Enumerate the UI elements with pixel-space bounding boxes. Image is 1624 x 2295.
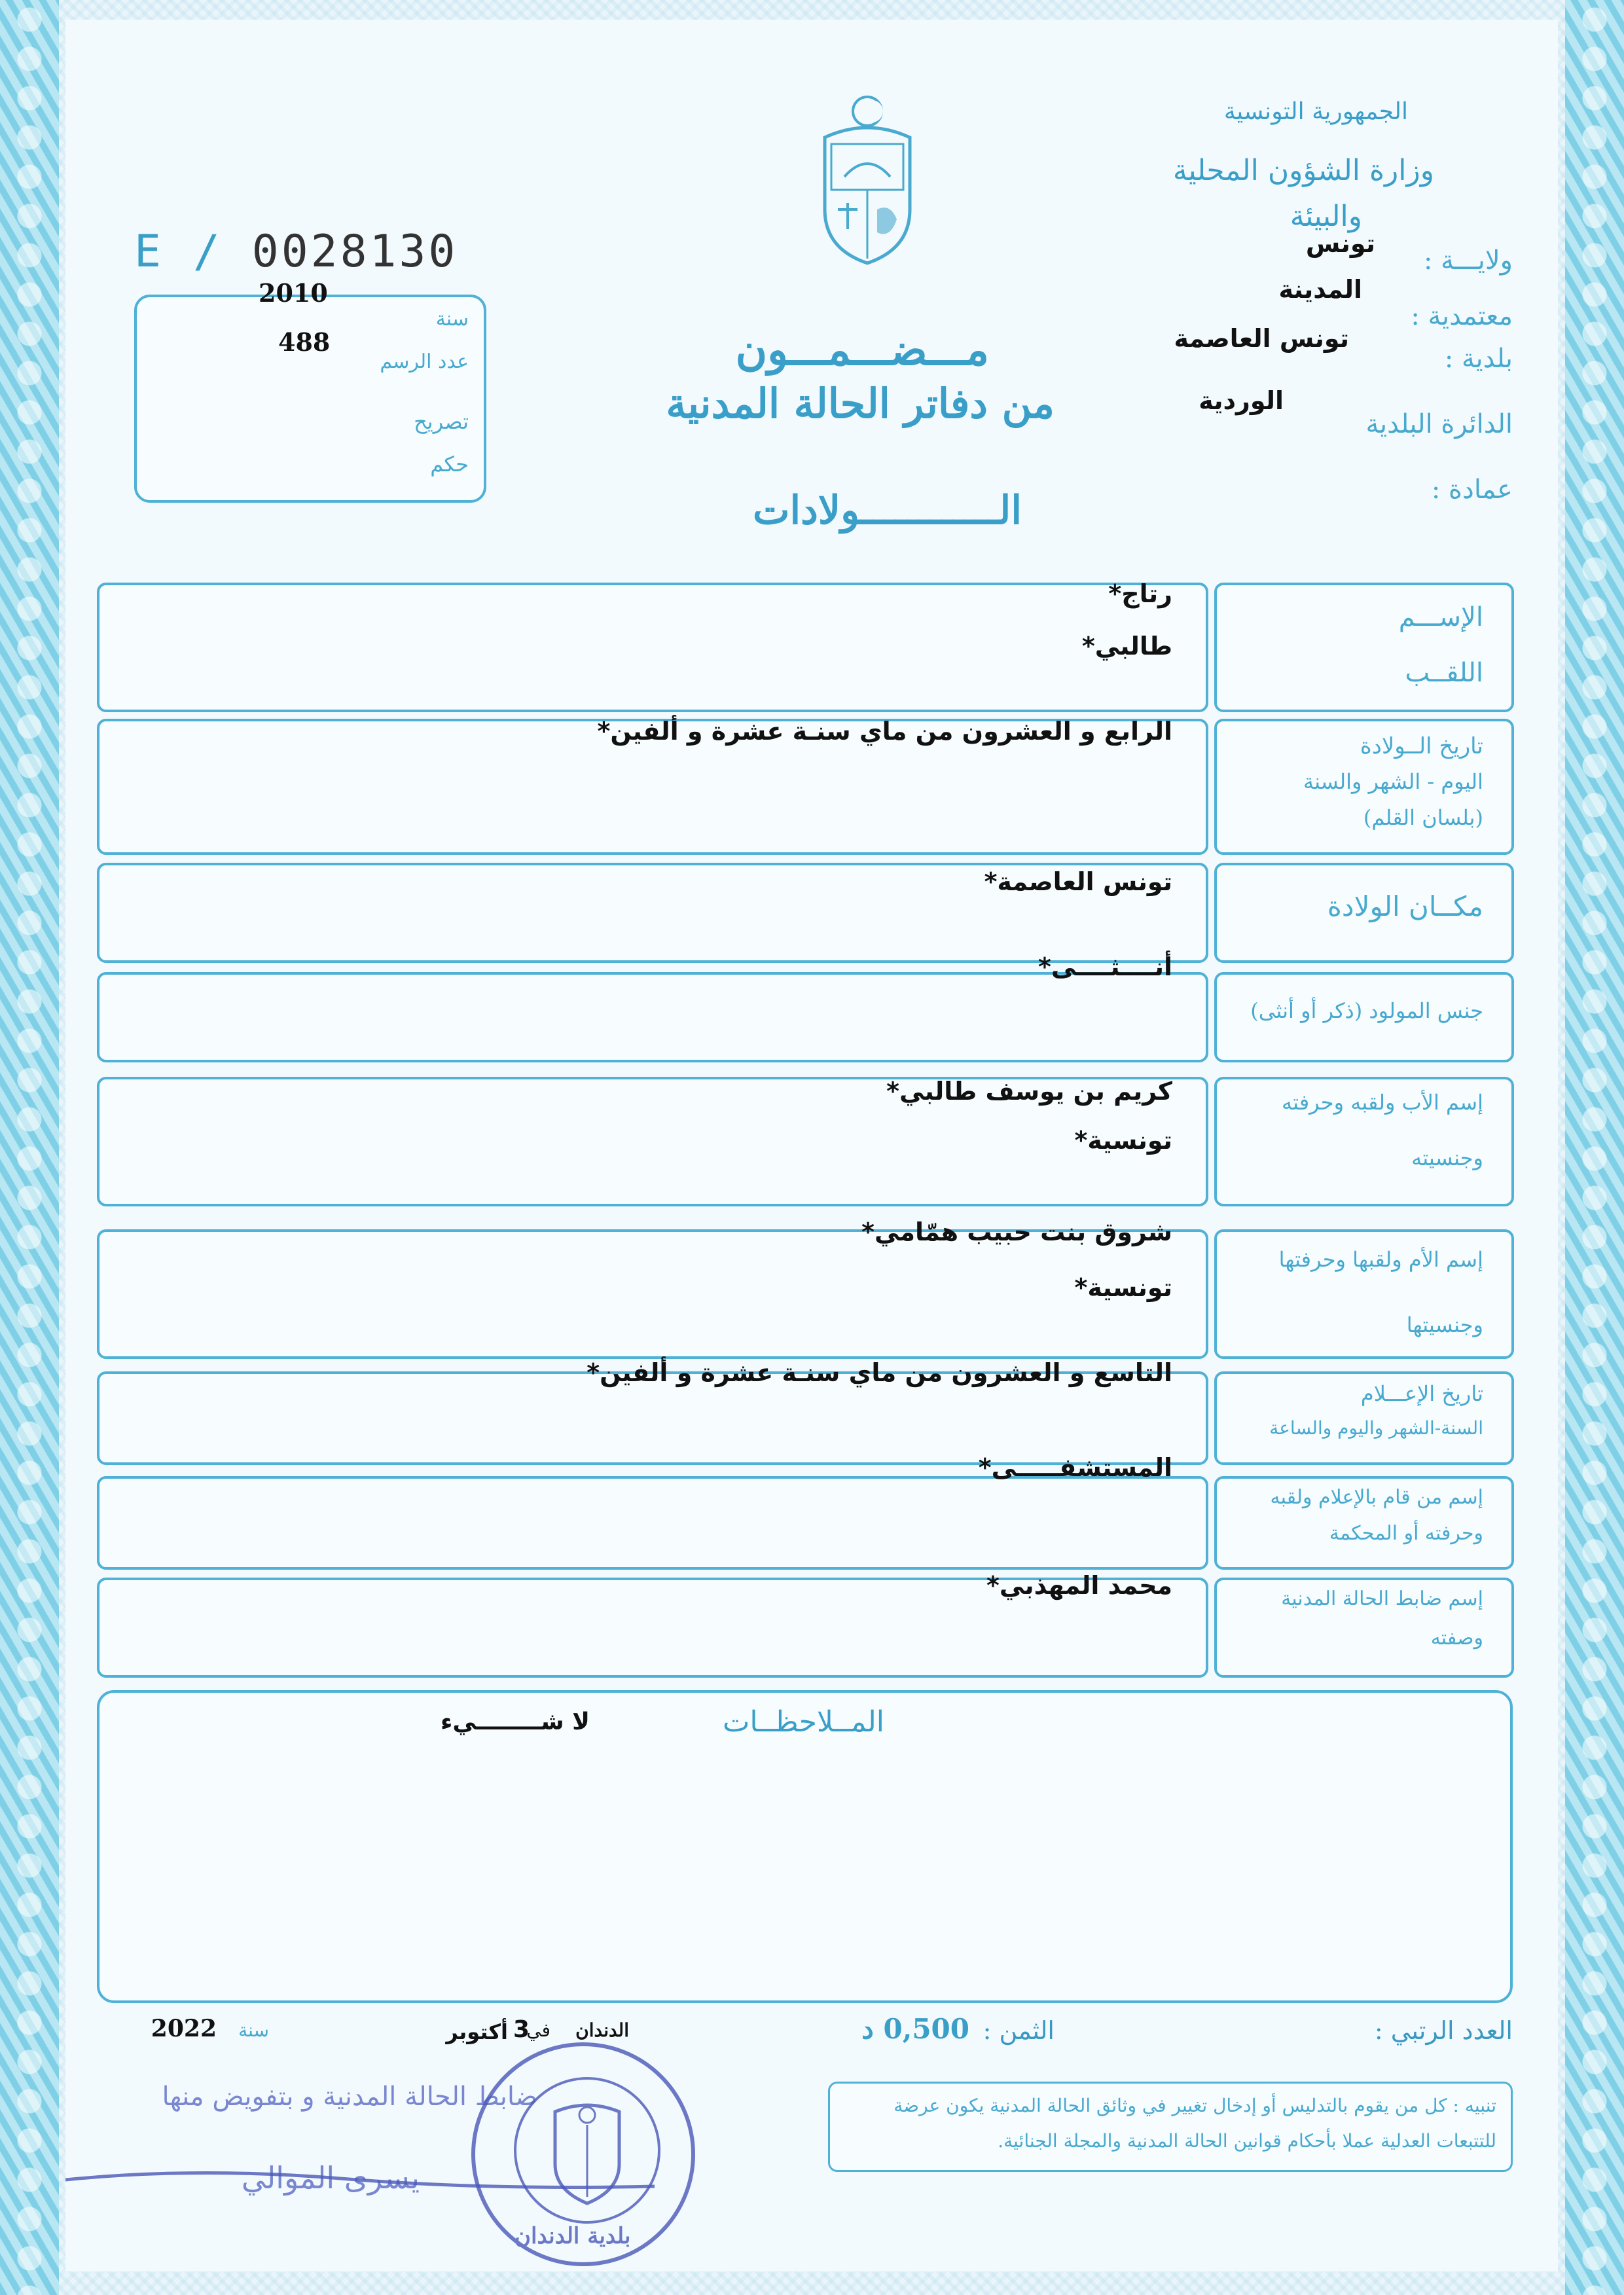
notice-text	[835, 2088, 1496, 2159]
father-nationality-label: وجنسيته	[1411, 1146, 1483, 1170]
last-name-label: اللقــب	[1405, 658, 1483, 688]
field-value-box-name	[97, 583, 1208, 712]
field-value-box-gender	[97, 972, 1208, 1062]
declaration-date-label: تاريخ الإعـــلام	[1360, 1381, 1483, 1406]
serial-value: 0028130	[251, 226, 458, 278]
footer-day: 3	[513, 2016, 530, 2043]
baladia-label: بلدية :	[1444, 344, 1513, 374]
republic-text: الجمهورية التونسية	[1223, 98, 1408, 125]
serial-prefix: E /	[134, 226, 223, 278]
birthdate-sublabel: اليوم - الشهر والسنة	[1303, 769, 1483, 794]
reference-number-value: 488	[278, 327, 331, 357]
first-name-value: رتاج*	[1108, 579, 1172, 608]
father-nationality-value: تونسية*	[1074, 1126, 1172, 1155]
baladia-value: تونس العاصمة	[1174, 324, 1349, 353]
reference-year-label: سنة	[435, 308, 469, 331]
officer-label: إسم ضابط الحالة المدنية	[1281, 1587, 1483, 1610]
mother-nationality-value: تونسية*	[1074, 1273, 1172, 1302]
officer-sublabel: وصفته	[1430, 1627, 1483, 1650]
declaration-date-value: التاسع و العشرون من ماي سنـة عشرة و ألفين*	[586, 1358, 1172, 1387]
remarks-value: لا شــــــــيء	[440, 1708, 590, 1735]
gender-label: جنس المولود (ذكر أو أنثى)	[1250, 998, 1483, 1023]
first-name-label: الإســـم	[1398, 602, 1483, 632]
document-title: مـــضـــمـــون	[735, 324, 989, 375]
birthplace-label: مكــان الولادة	[1327, 890, 1483, 922]
reference-declaration-label: تصريح	[414, 409, 469, 434]
footer-serial-label: العدد الرتبي :	[1374, 2016, 1513, 2045]
footer-year-value: 2022	[151, 2015, 217, 2042]
birthplace-value: تونس العاصمة*	[984, 867, 1172, 896]
declarant-value: المستشفـــــى*	[978, 1453, 1172, 1482]
daira-label: الدائرة البلدية	[1365, 409, 1513, 439]
document-subtitle: من دفاتر الحالة المدنية	[666, 380, 1055, 427]
stamp-text: بلدية الدندان	[514, 2223, 631, 2249]
footer-price-label: الثمن :	[983, 2016, 1055, 2045]
father-label: إسم الأب ولقبه وحرفته	[1282, 1090, 1483, 1115]
notice-line2: للتتبعات العدلية عملا بأحكام قوانين الحالة المدنية والمجلة الجنائية.	[998, 2130, 1496, 2152]
gender-value: أنــــثــــى*	[1038, 952, 1172, 981]
footer-month: أكتوبر	[446, 2019, 508, 2044]
decorative-border-left	[0, 0, 59, 2295]
signature-line1: ضابط الحالة المدنية و بتفويض منها	[162, 2082, 537, 2112]
wilaya-value: تونس	[1305, 229, 1375, 258]
mother-name-value: شروق بنت حبيب همّامي*	[861, 1218, 1172, 1246]
ministry-line1: وزارة الشؤون المحلية	[1172, 154, 1434, 187]
footer-date-prefix: في	[526, 2019, 550, 2041]
reference-judgment-label: حكم	[430, 452, 469, 477]
remarks-label: المــلاحظــات	[722, 1705, 884, 1739]
omada-label: عمادة :	[1431, 475, 1513, 505]
serial-number	[134, 226, 458, 278]
decorative-border-right	[1565, 0, 1624, 2295]
declarant-sublabel: وحرفته أو المحكمة	[1329, 1522, 1483, 1545]
motamadia-value: المدينة	[1278, 275, 1362, 304]
last-name-value: طالبي*	[1081, 632, 1172, 660]
field-value-box-mother	[97, 1229, 1208, 1359]
motamadia-label: معتمدية :	[1411, 301, 1513, 331]
signature-line2: يسرى الموالي	[241, 2160, 420, 2196]
officer-value: محمد المهذبي*	[986, 1571, 1172, 1600]
wilaya-label: ولايـــة :	[1423, 245, 1513, 276]
footer-price-value: 0,500 د	[861, 2013, 969, 2045]
birthdate-note: (بلسان القلم)	[1363, 805, 1483, 830]
official-stamp	[471, 2042, 695, 2266]
reference-year-value: 2010	[259, 278, 328, 308]
daira-value: الوردية	[1199, 386, 1284, 415]
field-value-box-declarant	[97, 1476, 1208, 1570]
section-title: الــــــــــــولادات	[753, 488, 1022, 533]
birthdate-label: تاريخ الــولادة	[1360, 733, 1483, 759]
notice-line1: تنبيه : كل من يقوم بالتدليس أو إدخال تغيير في وثائق الحالة المدنية يكون عرضة	[893, 2095, 1496, 2116]
birthdate-value: الرابع و العشرون من ماي سنـة عشرة و ألفين*	[597, 717, 1172, 746]
footer-year-label: سنة	[238, 2019, 269, 2041]
declaration-date-sublabel: السنة-الشهر واليوم والساعة	[1269, 1417, 1483, 1439]
mother-nationality-label: وجنسيتها	[1406, 1312, 1483, 1337]
declarant-label: إسم من قام بالإعلام ولقبه	[1270, 1486, 1483, 1509]
ministry-line2: والبيئة	[1290, 200, 1362, 233]
father-name-value: كريم بن يوسف طالبي*	[886, 1077, 1172, 1106]
reference-number-label: عدد الرسم	[380, 350, 469, 373]
footer-place: الدندان	[575, 2019, 629, 2041]
coat-of-arms-icon	[812, 92, 923, 268]
mother-label: إسم الأم ولقبها وحرفتها	[1278, 1247, 1483, 1272]
